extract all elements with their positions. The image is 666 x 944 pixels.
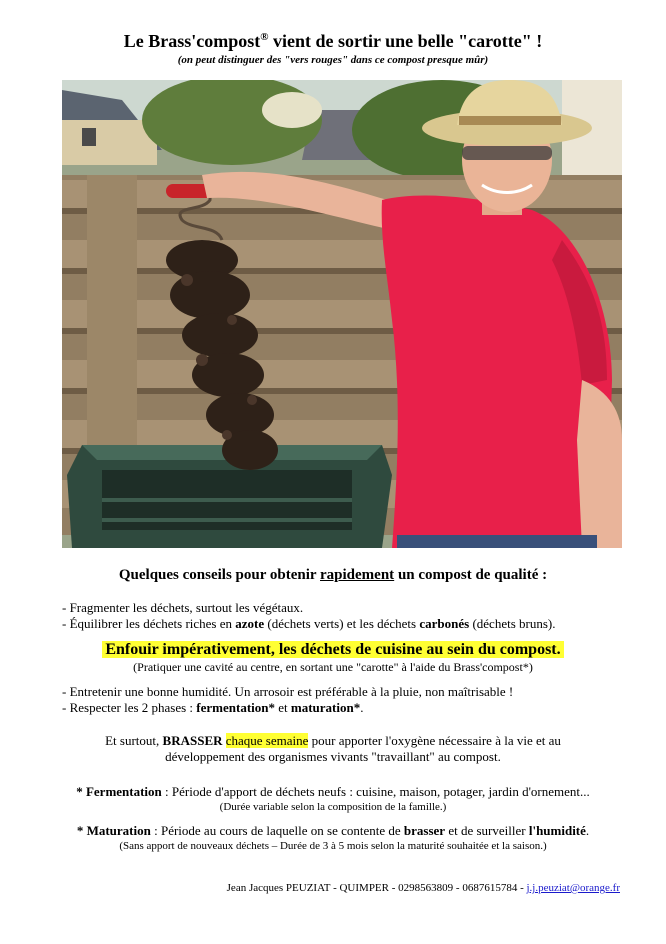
advice-item-balance-pre: - Équilibrer les déchets riches en	[62, 616, 236, 631]
footer-email-link[interactable]: j.j.peuziat@orange.fr	[526, 882, 620, 894]
advice-item-balance	[62, 616, 555, 632]
advice-item-fragment: - Fragmenter les déchets, surtout les végétaux.	[62, 600, 304, 615]
key-advice-text: Enfouir impérativement, les déchets de cuisine au sein du compost.	[102, 641, 563, 658]
advice-heading-pre: Quelques conseils pour obtenir	[118, 567, 321, 583]
advice-item-azote: azote	[235, 616, 265, 631]
maturation-text-1: : Période au cours de laquelle on se contente de	[150, 823, 404, 838]
fermentation-star: *	[76, 784, 86, 799]
key-advice-highlight	[0, 640, 666, 660]
advice-heading	[0, 566, 666, 584]
page-subtitle: (on peut distinguer des "vers rouges" dans ce compost presque mûr)	[177, 54, 489, 66]
advice-item-phases-post: .	[360, 700, 364, 715]
advice-item-phases	[62, 700, 363, 716]
compost-photo-illustration	[62, 80, 622, 548]
advice-item-maturation: maturation*	[290, 700, 361, 715]
key-advice-note: (Pratiquer une cavité au centre, en sortant une "carotte" à l'aide du Brass'compost*)	[133, 660, 533, 674]
maturation-note: (Sans apport de nouveaux déchets – Durée de 3 à 5 mois selon la maturité souhaitée et la saison.)	[119, 840, 547, 852]
fermentation-text: : Période d'apport de déchets neufs : cuisine, maison, potager, jardin d'ornement...	[161, 784, 590, 799]
advice-heading-post: un compost de qualité :	[394, 567, 548, 583]
advice-item-balance-post: (déchets bruns).	[469, 616, 556, 631]
maturation-label: Maturation	[86, 823, 151, 838]
advice-item-phases-and: et	[275, 700, 291, 715]
maturation-humidite: l'humidité	[528, 823, 586, 838]
registered-mark: ®	[260, 31, 269, 43]
advice-heading-emphasis: rapidement	[320, 567, 395, 583]
brasser-line-2: développement des organismes vivants "travaillant" au compost.	[165, 749, 501, 764]
page-title	[0, 30, 666, 52]
brasser-post: pour apporter l'oxygène nécessaire à la vie et au	[308, 733, 561, 748]
title-part2: vient de sortir une belle "carotte" !	[268, 31, 543, 51]
compost-photo	[62, 80, 622, 548]
advice-item-fermentation: fermentation*	[196, 700, 275, 715]
fermentation-definition	[0, 784, 666, 800]
maturation-text-2: et de surveiller	[445, 823, 529, 838]
brasser-word: BRASSER	[162, 733, 223, 748]
advice-item-humidity: - Entretenir une bonne humidité. Un arrosoir est préférable à la pluie, non maîtrisable !	[62, 684, 514, 699]
maturation-star: *	[76, 823, 87, 838]
maturation-brasser: brasser	[403, 823, 446, 838]
footer-contact	[0, 881, 620, 895]
fermentation-label: Fermentation	[85, 784, 162, 799]
advice-item-phases-pre: - Respecter les 2 phases :	[62, 700, 197, 715]
brasser-pre: Et surtout,	[105, 733, 163, 748]
brasser-weekly-highlight: chaque semaine	[225, 733, 309, 748]
maturation-text-3: .	[585, 823, 590, 838]
advice-item-carbones: carbonés	[419, 616, 470, 631]
title-part1: Le Brass'compost	[123, 31, 261, 51]
fermentation-note: (Durée variable selon la composition de la famille.)	[219, 801, 447, 813]
brasser-line-1	[0, 733, 666, 749]
maturation-definition	[0, 823, 666, 839]
advice-item-balance-mid: (déchets verts) et les déchets	[264, 616, 420, 631]
footer-contact-text: Jean Jacques PEUZIAT - QUIMPER - 0298563809 - 0687615784 -	[226, 882, 527, 894]
